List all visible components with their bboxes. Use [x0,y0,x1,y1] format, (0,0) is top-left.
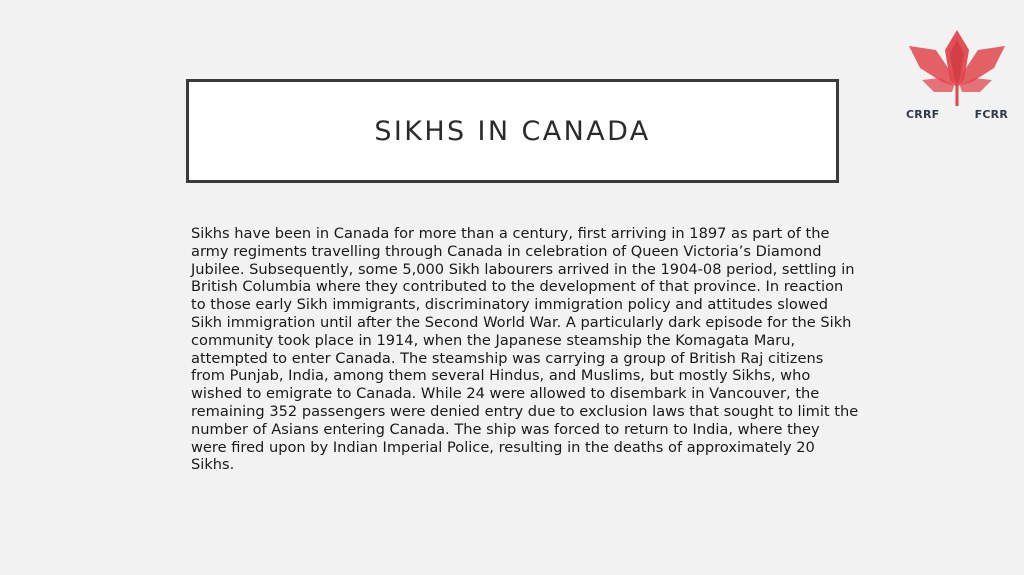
body-line: number of Asians entering Canada. The ship was forced to return to India, where they [191,420,820,438]
body-line: were fired upon by Indian Imperial Police, resulting in the deaths of approximately 20 [191,438,815,456]
title-box [186,79,839,183]
logo-text-crrf: CRRF [906,108,940,121]
body-line: to those early Sikh immigrants, discriminatory immigration policy and attitudes slowed [191,296,829,314]
logo-wordmark [906,108,1008,121]
body-line: from Punjab, India, among them several Hindus, and Muslims, but mostly Sikhs, who [191,367,811,385]
slide-title: SIKHS IN CANADA [374,115,651,147]
body-line: army regiments travelling through Canada in celebration of Queen Victoria’s Diamond [191,242,822,260]
body-line: community took place in 1914, when the Japanese steamship the Komagata Maru, [191,331,796,349]
body-paragraph [191,225,859,474]
body-line: Sikh immigration until after the Second World War. A particularly dark episode for the Sikh [191,313,852,331]
body-line: Sikhs have been in Canada for more than a century, first arriving in 1897 as part of the [191,225,830,242]
body-line: remaining 352 passengers were denied entry due to exclusion laws that sought to limit the [191,402,859,420]
body-line: British Columbia where they contributed to the development of that province. In reaction [191,278,844,296]
body-line: wished to emigrate to Canada. While 24 were allowed to disembark in Vancouver, the [191,385,820,403]
maple-leaf-icon [906,28,1008,108]
body-line: Jubilee. Subsequently, some 5,000 Sikh labourers arrived in the 1904-08 period, settling in [191,260,855,278]
logo-text-fcrr: FCRR [974,108,1008,121]
body-line: attempted to enter Canada. The steamship was carrying a group of British Raj citizens [191,349,824,367]
crrf-logo [906,28,1008,124]
body-line: Sikhs. [191,456,235,474]
